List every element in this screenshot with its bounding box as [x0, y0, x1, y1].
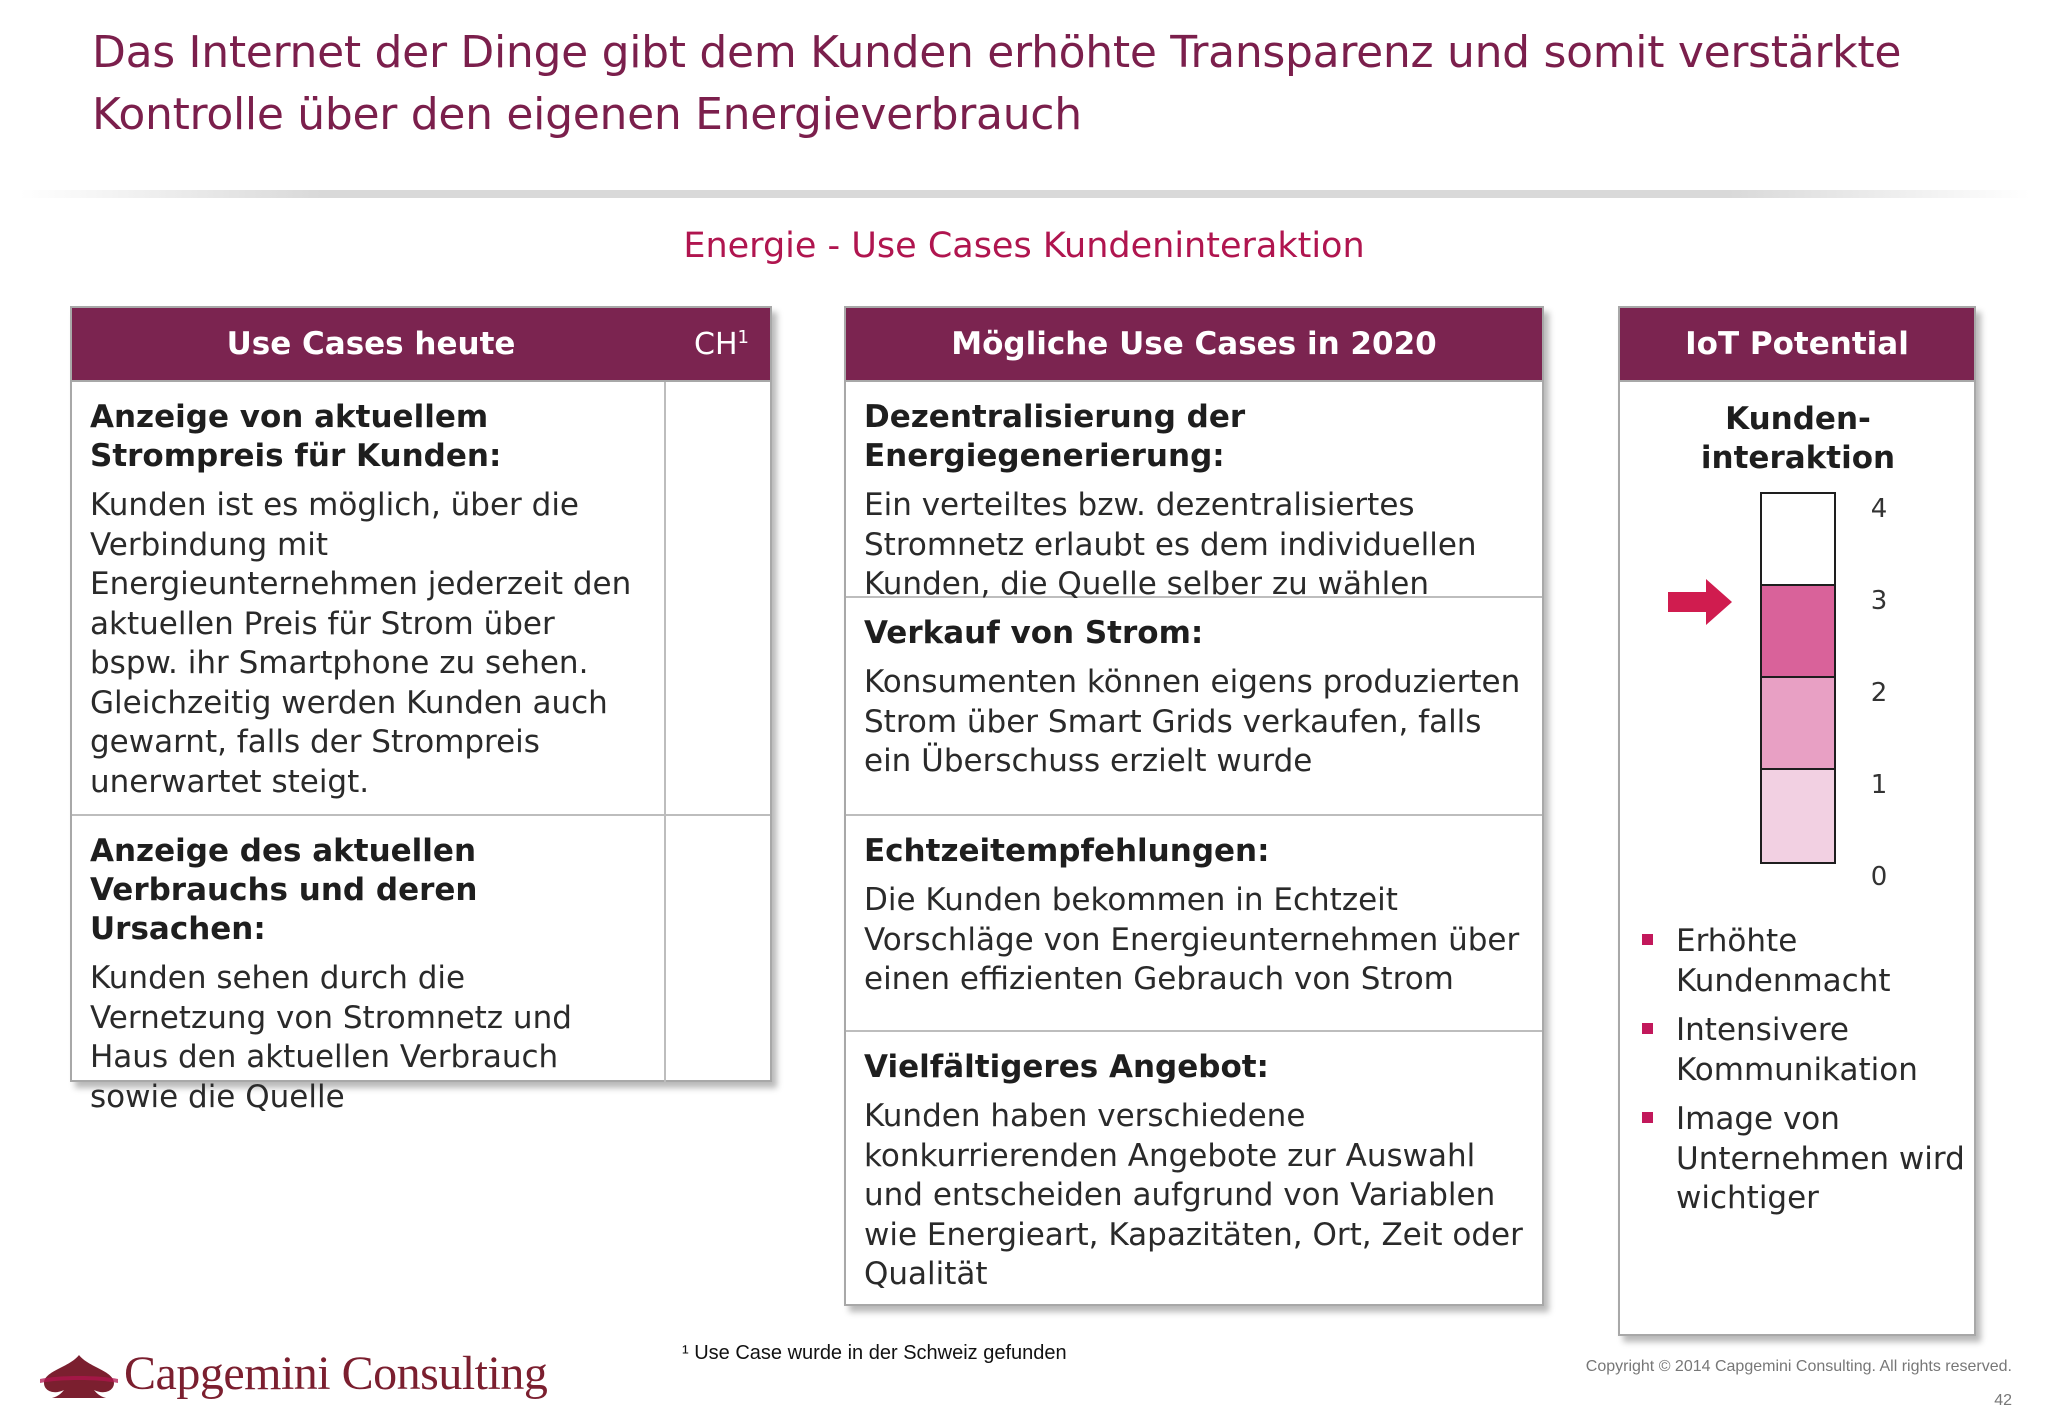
page-number: 42 [1994, 1392, 2012, 1409]
benefit-item [1640, 1011, 1970, 1090]
use-case-title: Echtzeitempfehlungen: [864, 833, 1270, 869]
arrow-right-icon [1668, 579, 1732, 625]
potential-bar [1760, 492, 1836, 864]
bullet-square-icon [1642, 1112, 1653, 1123]
scale-label: Kunden- interaktion [1700, 401, 1896, 476]
use-case-today-row [72, 382, 770, 816]
use-case-title: Vielfältigeres Angebot: [864, 1049, 1269, 1085]
panel-use-cases-today [70, 306, 772, 1115]
benefit-text: Erhöhte Kundenmacht [1676, 923, 1891, 999]
use-case-body: Konsumenten können eigens produzierten Strom über Smart Grids verkaufen, falls ein Überschuss erzielt wurde [864, 664, 1521, 779]
use-case-2020-row [846, 598, 1542, 816]
scale-tick-label: 0 [1870, 862, 1888, 892]
use-case-body: Kunden haben verschiedene konkurrierenden Angebote zur Auswahl und entscheiden aufgrund von Variablen wie Energieart, Kapazitäten, Ort, Zeit oder Qualität [864, 1098, 1523, 1292]
use-case-2020-row [846, 382, 1542, 602]
use-case-body: Ein verteiltes bzw. dezentralisiertes Stromnetz erlaubt es dem individuellen Kunden, die Quelle selber zu wählen [864, 487, 1477, 602]
use-case-title: Anzeige des aktuellen Verbrauchs und deren Ursachen: [90, 833, 478, 947]
panel-use-cases-2020 [844, 306, 1544, 1306]
ch-flag-cell [666, 816, 770, 1082]
title-divider [20, 190, 2030, 198]
benefit-text: Intensivere Kommunikation [1676, 1012, 1918, 1088]
potential-segment [1762, 586, 1834, 678]
ch-label: CH [694, 326, 738, 362]
potential-segment [1762, 494, 1834, 586]
slide-title [92, 22, 1992, 146]
potential-segment [1762, 770, 1834, 862]
section-subtitle: Energie - Use Cases Kundeninteraktion [683, 226, 1365, 266]
use-case-today-row [72, 816, 770, 1115]
use-case-2020-row [846, 1032, 1542, 1302]
slide-title-line-1: Das Internet der Dinge gibt dem Kunden erhöhte Transparenz und somit verstärkte [92, 27, 1902, 78]
scale-tick-label: 2 [1870, 678, 1888, 708]
panel-header-2020: Mögliche Use Cases in 2020 [846, 308, 1542, 382]
bullet-square-icon [1642, 1023, 1653, 1034]
copyright-notice: Copyright © 2014 Capgemini Consulting. All rights reserved. [1585, 1358, 2012, 1375]
benefit-item [1640, 922, 1970, 1001]
ch-flag-cell [666, 382, 770, 814]
scale-tick-label: 1 [1870, 770, 1888, 800]
potential-segment [1762, 678, 1834, 770]
slide-title-line-2: Kontrolle über den eigenen Energieverbrauch [92, 89, 1082, 140]
benefit-item [1640, 1100, 1970, 1219]
use-case-today-text [72, 382, 666, 814]
scale-tick-label: 3 [1870, 586, 1888, 616]
panel-iot-potential [1618, 306, 1976, 1336]
scale-tick-label: 4 [1870, 494, 1888, 524]
footnote: ¹ Use Case wurde in der Schweiz gefunden [682, 1342, 1067, 1364]
use-case-body: Kunden sehen durch die Vernetzung von Stromnetz und Haus den aktuellen Verbrauch sowie die Quelle [90, 960, 572, 1115]
use-case-2020-row [846, 816, 1542, 1032]
ch-column-header [694, 327, 749, 362]
use-case-today-text [72, 816, 666, 1115]
panel-header-today [72, 308, 770, 382]
benefit-list [1640, 922, 1970, 1229]
bullet-square-icon [1642, 934, 1653, 945]
use-case-title: Anzeige von aktuellem Strompreis für Kunden: [90, 399, 502, 474]
panel-header-iot: IoT Potential [1620, 308, 1974, 382]
benefit-text: Image von Unternehmen wird wichtiger [1676, 1101, 1965, 1216]
panel-header-today-label: Use Cases heute [226, 326, 516, 362]
use-case-title: Verkauf von Strom: [864, 615, 1204, 651]
spade-logo-icon [40, 1349, 118, 1399]
logo-wordmark: Capgemini Consulting [124, 1347, 548, 1400]
use-case-body: Kunden ist es möglich, über die Verbindung mit Energieunternehmen jederzeit den aktuellen Preis für Strom über bspw. ihr Smartphone zu sehen. Gleichzeitig werden Kunden auch gewarnt, falls der Strompreis unerwartet steigt. [90, 487, 632, 800]
company-logo [40, 1346, 547, 1401]
use-case-title: Dezentralisierung der Energiegenerierung: [864, 399, 1246, 474]
ch-footnote-mark: 1 [737, 326, 749, 348]
use-case-body: Die Kunden bekommen in Echtzeit Vorschläge von Energieunternehmen über einen effizienten Gebrauch von Strom [864, 882, 1520, 997]
